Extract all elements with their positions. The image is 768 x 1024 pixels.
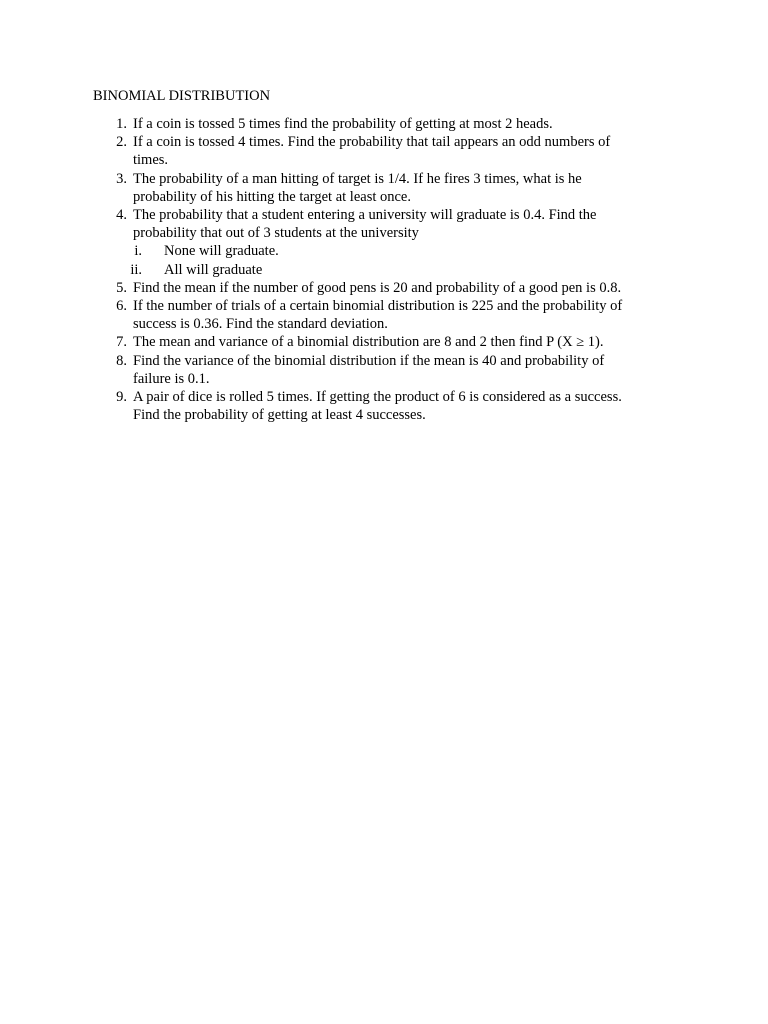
item-number: 6. (116, 298, 127, 315)
item-text: The probability of a man hitting of target is 1/4. If he fires 3 times, what is he probability of his hitting the target at least once. (133, 170, 582, 205)
sub-list-item (93, 261, 673, 279)
list-item (93, 333, 673, 351)
question-list (93, 115, 673, 424)
list-item (93, 352, 673, 388)
list-item (93, 206, 673, 242)
item-text: The probability that a student entering a university will graduate is 0.4. Find the probability that out of 3 students at the university (133, 207, 597, 242)
item-text: A pair of dice is rolled 5 times. If getting the product of 6 is considered as a success. Find the probability of getting at least 4 successes. (133, 389, 622, 424)
sub-item-number: i. (134, 243, 142, 260)
sub-list-item (93, 242, 673, 260)
item-text: Find the mean if the number of good pens is 20 and probability of a good pen is 0.8. (133, 279, 622, 296)
item-number: 8. (116, 352, 127, 369)
item-text: The mean and variance of a binomial distribution are 8 and 2 then find P (X ≥ 1). (133, 334, 604, 351)
document-title: BINOMIAL DISTRIBUTION (93, 88, 271, 104)
list-item (93, 297, 673, 333)
sub-list-container (93, 242, 673, 278)
sub-item-text: All will graduate (164, 261, 263, 278)
list-item (93, 115, 673, 133)
item-number: 1. (116, 116, 127, 132)
item-number: 2. (116, 134, 127, 151)
list-item (93, 170, 673, 206)
sub-item-text: None will graduate. (164, 243, 279, 260)
item-text: If a coin is tossed 4 times. Find the probability that tail appears an odd numbers of times. (133, 134, 611, 169)
list-item (93, 279, 673, 297)
item-number: 4. (116, 207, 127, 224)
sub-item-number: ii. (130, 261, 142, 278)
item-number: 9. (116, 389, 127, 406)
item-number: 5. (116, 279, 127, 296)
item-text: Find the variance of the binomial distribution if the mean is 40 and probability of failure is 0.1. (133, 352, 605, 387)
item-number: 3. (116, 170, 127, 187)
item-number: 7. (116, 334, 127, 351)
sub-list (93, 242, 673, 278)
list-item (93, 388, 673, 424)
item-text: If a coin is tossed 5 times find the probability of getting at most 2 heads. (133, 116, 553, 132)
item-text: If the number of trials of a certain binomial distribution is 225 and the probability of success is 0.36. Find the standard deviation. (133, 298, 623, 333)
list-item (93, 133, 673, 169)
